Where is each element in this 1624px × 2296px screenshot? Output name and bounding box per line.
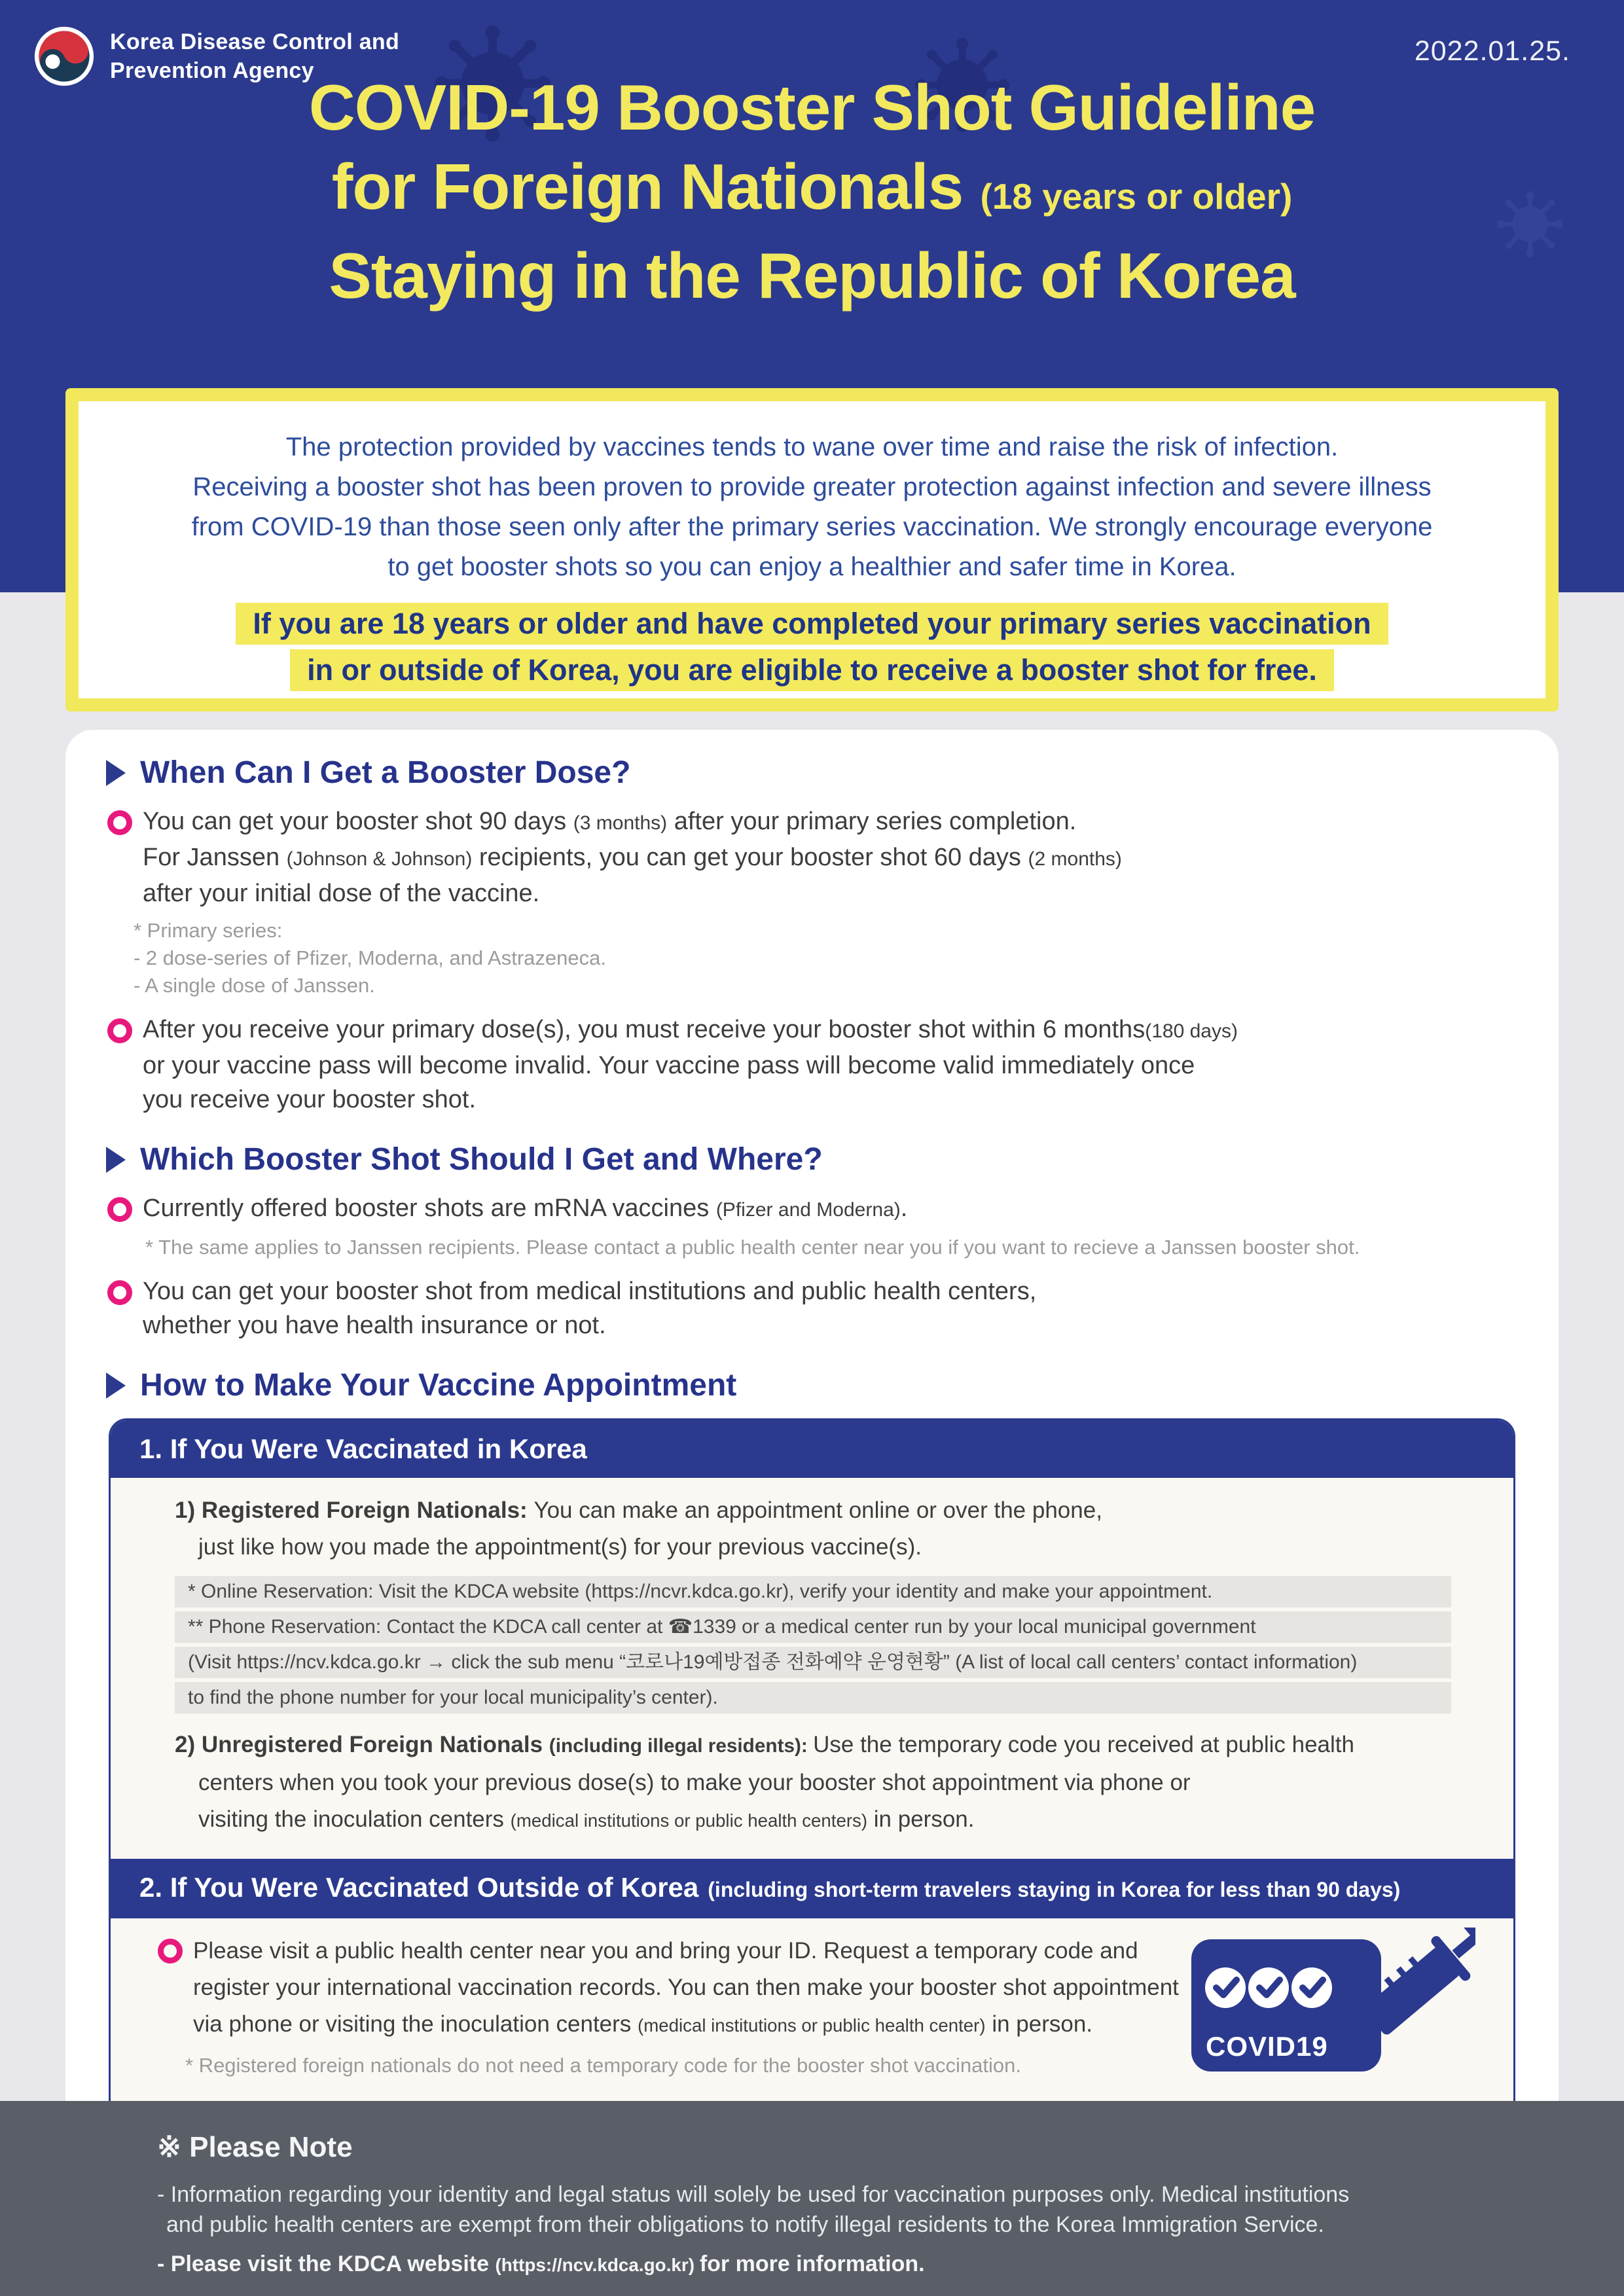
check-circle-icon [1291, 1967, 1332, 2008]
eligibility-highlight: If you are 18 years or older and have completed your primary series vaccination [79, 603, 1545, 645]
reservation-strip: (Visit https://ncv.kdca.go.kr → click the sub menu “코로나19예방접종 전화예약 운영현황” (A list of local call centers’ contact information) [175, 1647, 1451, 1678]
agency-name: Korea Disease Control and Prevention Agency [110, 29, 400, 83]
arrow-right-icon [106, 760, 126, 786]
bullet-ring-icon [107, 1280, 132, 1305]
bullet-item [106, 1013, 1518, 1117]
registered-nationals-paragraph: 1) Registered Foreign Nationals: You can make an appointment online or over the phone, just like how you made the appointment(s) for your previous vaccine(s). [175, 1498, 1102, 1560]
covid-badge-label: COVID19 [1206, 2031, 1328, 2062]
eligibility-highlight: in or outside of Korea, you are eligible to receive a booster shot for free. [79, 649, 1545, 691]
arrow-right-icon [106, 1147, 126, 1173]
covid-badge-card [1191, 1939, 1381, 2072]
section-heading-when: When Can I Get a Booster Dose? [106, 755, 1518, 791]
title-line-1: COVID-19 Booster Shot Guideline [308, 71, 1316, 143]
reservation-strip: to find the phone number for your local municipality’s center). [175, 1682, 1451, 1713]
bullet-ring-icon [158, 1939, 183, 1964]
box2-content [111, 1918, 1513, 2119]
bullet-ring-icon [107, 1197, 132, 1222]
arrow-right-icon [106, 1372, 126, 1399]
box2-header: 2. If You Were Vaccinated Outside of Korea (including short-term travelers staying in Korea for less than 90 days) [111, 1859, 1513, 1918]
section-heading-which: Which Booster Shot Should I Get and Where? [106, 1141, 1518, 1178]
footer-title: ※ Please Note [157, 2131, 353, 2163]
appointment-box [109, 1418, 1515, 2121]
covid-vaccination-badge [1187, 1928, 1475, 2079]
bullet-text: Please visit a public health center near you and bring your ID. Request a temporary code and register your international vaccination records. You can then make your booster shot appointment via phone or visiting the inoculation centers (medical institutions or public health center) in person. [193, 1938, 1179, 2037]
section-heading-how: How to Make Your Vaccine Appointment [106, 1367, 1518, 1404]
bullet-item [106, 804, 1518, 910]
title-age-note: (18 years or older) [980, 176, 1293, 217]
reservation-strip: * Online Reservation: Visit the KDCA website (https://ncvr.kdca.go.kr), verify your identity and make your appointment. [175, 1576, 1451, 1607]
bullet-text: Currently offered booster shots are mRNA vaccines (Pfizer and Moderna). [143, 1194, 908, 1222]
reservation-info [175, 1576, 1451, 1713]
box2-header-note: (including short-term travelers staying in Korea for less than 90 days) [708, 1878, 1401, 1901]
intro-callout-box [65, 388, 1559, 711]
bullet-ring-icon [107, 810, 132, 835]
date-label: 2022.01.25. [1414, 35, 1570, 67]
bullet-text: You can get your booster shot from medical institutions and public health centers, whether you have health insurance or not. [143, 1278, 1037, 1339]
temporary-code-note: * Registered foreign nationals do not need a temporary code for the booster shot vaccination. [185, 2054, 1021, 2077]
primary-series-note: * Primary series: - 2 dose-series of Pfizer, Moderna, and Astrazeneca. - A single dose of Janssen. [134, 919, 606, 997]
janssen-note: * The same applies to Janssen recipients. Please contact a public health center near you if you want to recieve a Janssen booster shot. [145, 1236, 1360, 1259]
title-line-2: for Foreign Nationals (18 years or older) [331, 151, 1293, 223]
reservation-strip: ** Phone Reservation: Contact the KDCA call center at ☎1339 or a medical center run by your local municipal government [175, 1611, 1451, 1643]
please-note-footer [0, 2101, 1624, 2296]
box1-header: 1. If You Were Vaccinated in Korea [111, 1420, 1513, 1478]
bullet-item [106, 1274, 1518, 1342]
bullet-text: You can get your booster shot 90 days (3 months) after your primary series completion. For Janssen (Johnson & Johnson) recipients, you can get your booster shot 60 days (2 months) after your initial dose of the vaccine. [143, 808, 1122, 907]
footer-note-line: and public health centers are exempt from their obligations to notify illegal residents to the Korea Immigration Service. [166, 2212, 1324, 2237]
footer-note-line: - Please visit the KDCA website (https://ncv.kdca.go.kr) for more information. [157, 2251, 925, 2276]
bullet-ring-icon [107, 1018, 132, 1043]
box1-content [111, 1478, 1513, 1859]
footer-note-line: - Information regarding your identity and legal status will solely be used for vaccination purposes only. Medical institutions [157, 2182, 1350, 2207]
title-line-3: Staying in the Republic of Korea [329, 240, 1295, 312]
poster-title [0, 68, 1624, 315]
check-circle-icon [1248, 1967, 1289, 2008]
content-card [65, 730, 1559, 2296]
bullet-item [106, 1191, 1518, 1227]
check-circle-icon [1205, 1967, 1246, 2008]
unregistered-nationals-paragraph: 2) Unregistered Foreign Nationals (including illegal residents): Use the temporary code you received at public health centers when you took your previous dose(s) to make your booster shot appointment via phone or visiting the inoculation centers (medical institutions or public health centers) in person. [175, 1732, 1354, 1832]
intro-paragraph: The protection provided by vaccines tends to wane over time and raise the risk of infection. Receiving a booster shot has been proven to provide greater protection against infection and severe illness from COVID-19 than those seen only after the primary series vaccination. We strongly encourage everyone to get booster shots so you can enjoy a healthier and safer time in Korea. [191, 433, 1433, 581]
bullet-text: After you receive your primary dose(s), you must receive your booster shot within 6 months(180 days) or your vaccine pass will become invalid. Your vaccine pass will become valid immediately once you receive your booster shot. [143, 1016, 1238, 1113]
